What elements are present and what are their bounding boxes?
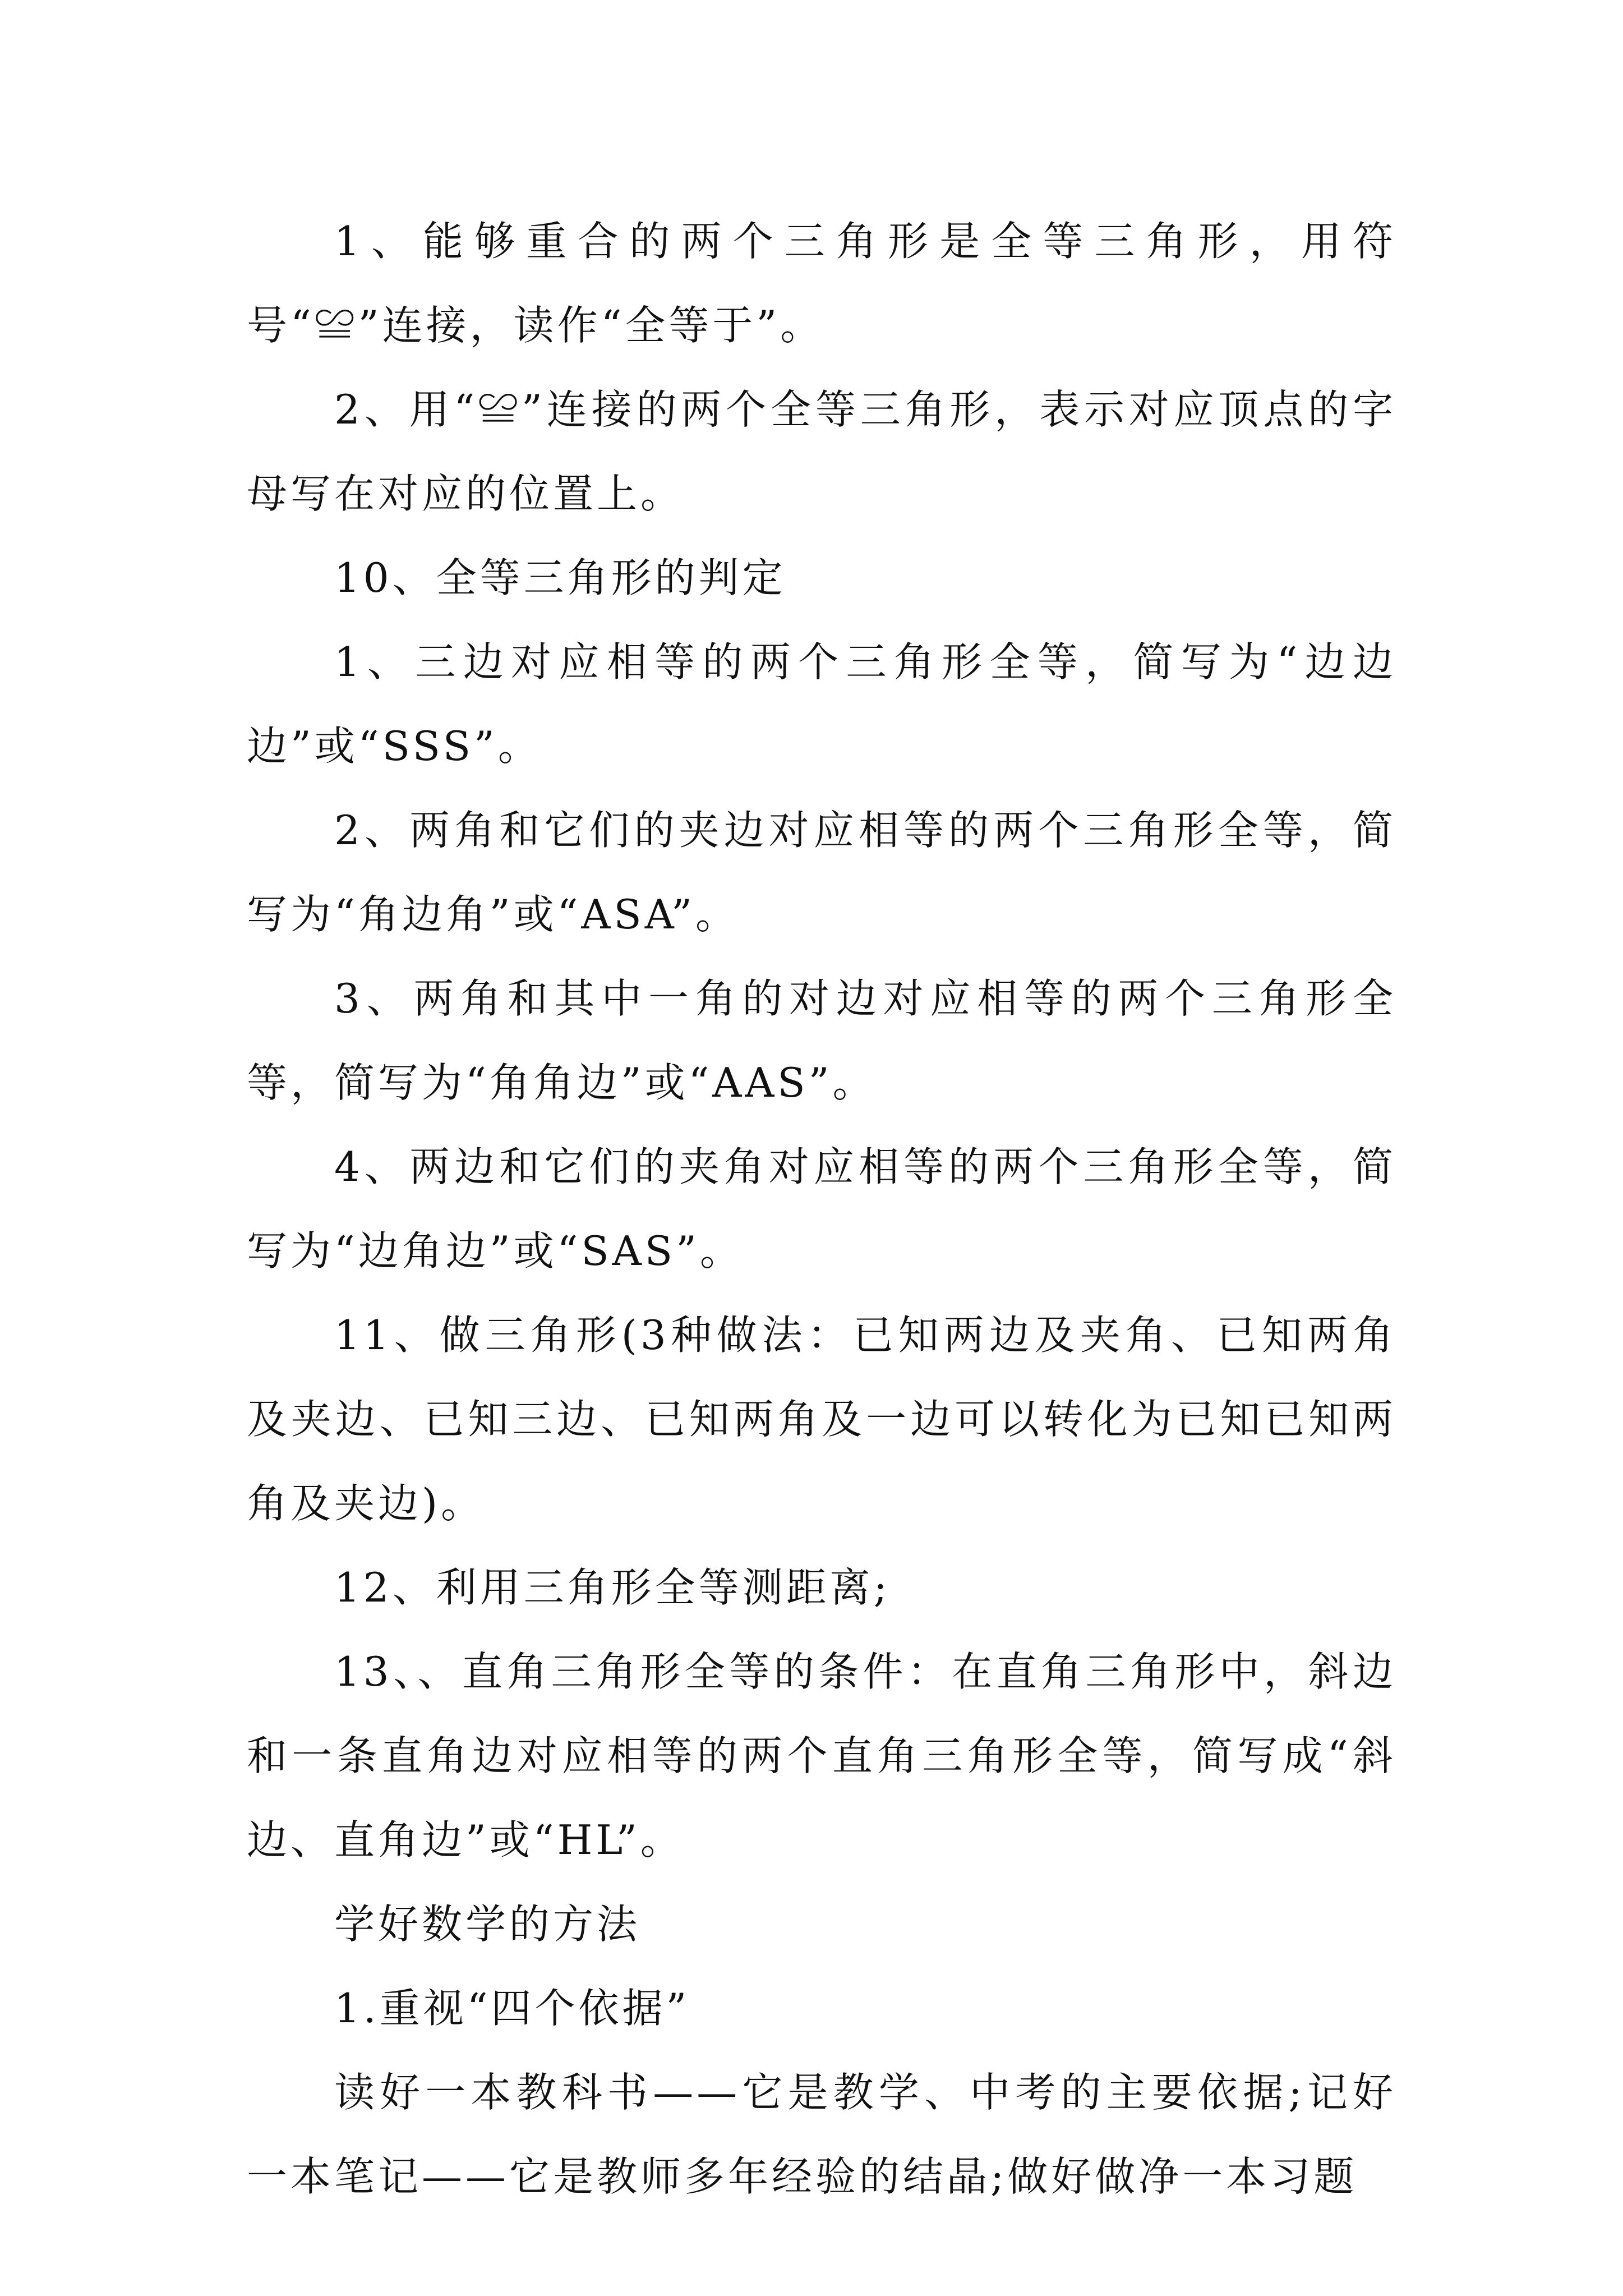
- subheading-four-foundations: 1.重视“四个依据”: [334, 1985, 690, 2032]
- paragraph-asa: 2、两角和它们的夹边对应相等的两个三角形全等，简写为“角边角”或“ASA”。: [247, 807, 1396, 938]
- paragraph-congruent-definition: 1、能够重合的两个三角形是全等三角形，用符号“≌”连接，读作“全等于”。: [247, 218, 1396, 349]
- paragraph-measure-distance: 12、利用三角形全等测距离;: [334, 1564, 891, 1611]
- section-heading-study-methods: 学好数学的方法: [334, 1901, 641, 1948]
- section-heading-congruence-criteria: 10、全等三角形的判定: [334, 554, 786, 601]
- paragraph-textbook-notes: 读好一本教科书——它是教学、中考的主要依据;记好一本笔记——它是教师多年经验的结晶;做好做净一本习题: [247, 2069, 1396, 2200]
- paragraph-congruent-notation: 2、用“≌”连接的两个全等三角形，表示对应顶点的字母写在对应的位置上。: [247, 386, 1396, 517]
- paragraph-aas: 3、两角和其中一角的对边对应相等的两个三角形全等，简写为“角角边”或“AAS”。: [247, 975, 1396, 1106]
- paragraph-sas: 4、两边和它们的夹角对应相等的两个三角形全等，简写为“边角边”或“SAS”。: [247, 1143, 1396, 1274]
- paragraph-sss: 1、三边对应相等的两个三角形全等，简写为“边边边”或“SSS”。: [247, 638, 1396, 770]
- paragraph-hl: 13、、直角三角形全等的条件：在直角三角形中，斜边和一条直角边对应相等的两个直角三角形全等，简写成“斜边、直角边”或“HL”。: [247, 1648, 1396, 1864]
- paragraph-construct-triangle: 11、做三角形(3种做法：已知两边及夹角、已知两角及夹边、已知三边、已知两角及一边可以转化为已知已知两角及夹边)。: [247, 1312, 1396, 1527]
- document-body: [247, 199, 1396, 2219]
